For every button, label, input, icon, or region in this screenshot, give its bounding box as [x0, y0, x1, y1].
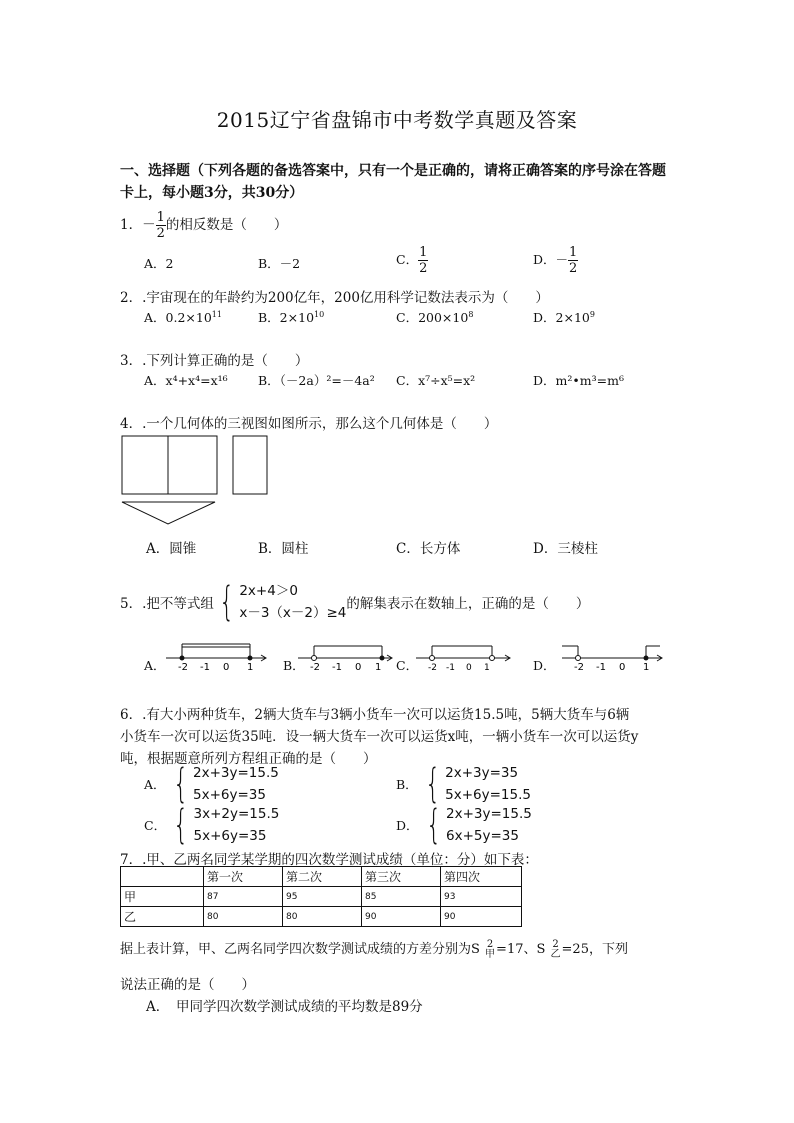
q6-a-eq1: 2x+3y=15.5 — [192, 765, 279, 781]
q5-d-dot-left — [576, 656, 581, 661]
q1-prefix: 1．－ — [120, 217, 156, 233]
table-cell: 90 — [362, 907, 441, 927]
q3-option-b: B．（－2a）²=－4a² — [258, 373, 375, 388]
q6-a-eq2: 5x+6y=35 — [192, 787, 266, 803]
q5-c-tick: -2 — [428, 663, 437, 672]
q7-s-jia-scripts — [485, 940, 495, 960]
q5-option-d-label: D． — [533, 658, 556, 673]
table-cell: 乙 — [121, 907, 204, 927]
q1-option-c-label: C． — [396, 252, 419, 267]
q5-b-tick: 0 — [355, 662, 362, 672]
q5-a-tick: 1 — [247, 662, 254, 672]
q5-a-tick: -2 — [178, 662, 188, 672]
table-cell: 80 — [283, 907, 362, 927]
table-header-row — [121, 867, 522, 887]
q5-option-b-label: B． — [283, 658, 305, 673]
q5-number-line-d — [560, 640, 666, 672]
q5-d-dot-right — [644, 656, 649, 661]
three-view-drawing — [118, 432, 278, 528]
q2-option-d — [533, 308, 595, 326]
q3-option-c: C．x⁷÷x⁵=x² — [396, 373, 476, 388]
q5-c-dot-left — [430, 656, 435, 661]
q1-suffix: 的相反数是（ ） — [165, 217, 288, 233]
q2-option-a-exp: 11 — [211, 310, 222, 319]
table-cell: 90 — [441, 907, 522, 927]
table-cell: 87 — [204, 887, 283, 907]
q5-b-dot-right — [380, 656, 385, 661]
q1-frac-num: 1 — [156, 210, 165, 225]
table-row — [121, 887, 522, 907]
q6-option-b-label: B． — [396, 777, 418, 792]
q5-number-line-a — [164, 640, 272, 672]
q1-option-c-den: 2 — [419, 261, 428, 276]
q6-option-a — [144, 762, 279, 806]
q6-c-eq2: 5x+6y=35 — [193, 828, 267, 844]
table-header-cell: 第一次 — [204, 867, 283, 887]
q5-suffix: 的解集表示在数轴上，正确的是（ ） — [346, 596, 590, 612]
question-4-stem: 4．.一个几何体的三视图如图所示，那么这个几何体是（ ） — [120, 416, 498, 432]
q7-s-yi-scripts — [551, 940, 561, 960]
q5-number-line-c — [414, 640, 514, 672]
q5-option-c-label: C． — [396, 658, 419, 673]
q7-variance-text-1: 据上表计算，甲、乙两名同学四次数学测试成绩的方差分别为S — [120, 942, 480, 957]
q1-option-c-num: 1 — [419, 245, 428, 260]
q6-b-brace: { — [424, 761, 441, 807]
q2-option-b-exp: 10 — [314, 310, 325, 319]
q2-option-d-base: D．2×10 — [533, 310, 590, 325]
q7-variance-text-2: =17、S — [496, 942, 546, 957]
q6-c-brace: { — [173, 802, 189, 848]
q1-option-b: B．－2 — [258, 256, 301, 271]
q7-s-jia-sup: 2 — [486, 938, 494, 950]
question-7-stem: 7．.甲、乙两名同学某学期的四次数学测试成绩（单位：分）如下表： — [120, 852, 538, 868]
q7-s-jia-sub: 甲 — [485, 948, 496, 960]
table-cell: 85 — [362, 887, 441, 907]
q7-option-a: A． 甲同学四次数学测试成绩的平均数是89分 — [146, 999, 423, 1015]
table-header-cell — [121, 867, 204, 887]
side-view — [233, 436, 267, 494]
q5-a-tick: -1 — [200, 662, 210, 672]
q5-a-tick: 0 — [223, 662, 230, 672]
q1-option-c — [396, 246, 428, 275]
q5-d-tick: 0 — [619, 662, 626, 672]
q5-d-tick: 1 — [643, 662, 650, 672]
table-cell: 93 — [441, 887, 522, 907]
q6-b-eq2: 5x+6y=15.5 — [445, 787, 531, 803]
q5-c-tick: 0 — [466, 663, 472, 672]
question-5-stem — [120, 580, 589, 624]
q6-option-d — [396, 803, 532, 847]
q4-option-a: A．圆锥 — [146, 541, 197, 557]
q5-option-a-label: A． — [144, 658, 166, 673]
q5-c-tick: 1 — [484, 663, 490, 672]
q4-option-d: D．三棱柱 — [533, 541, 598, 557]
q2-option-c-exp: 8 — [468, 310, 474, 319]
front-view — [122, 436, 217, 494]
question-6-line1: 6．.有大小两种货车，2辆大货车与3辆小货车一次可以运货15.5吨，5辆大货车与6辆 — [120, 707, 630, 723]
table-cell: 80 — [204, 907, 283, 927]
q2-option-d-exp: 9 — [589, 310, 595, 319]
q6-a-brace: { — [172, 761, 188, 807]
table-cell: 95 — [283, 887, 362, 907]
q5-d-tick: -1 — [596, 662, 606, 672]
q6-d-eq1: 2x+3y=15.5 — [445, 806, 532, 822]
q6-option-a-label: A． — [144, 777, 166, 792]
section-heading-line1: 一、选择题（下列各题的备选答案中，只有一个是正确的，请将正确答案的序号涂在答题 — [120, 163, 666, 179]
q6-option-c — [144, 803, 279, 847]
q5-b-dot-left — [312, 656, 317, 661]
q1-option-d-label: D．－ — [533, 252, 569, 267]
q1-option-d-den: 2 — [569, 261, 578, 276]
q3-option-a: A．x⁴+x⁴=x¹⁶ — [144, 373, 228, 388]
table-header-cell: 第四次 — [441, 867, 522, 887]
top-view — [122, 502, 215, 524]
question-2-stem: 2．.宇宙现在的年龄约为200亿年，200亿用科学记数法表示为（ ） — [120, 290, 549, 306]
q5-inequality-system — [214, 580, 347, 624]
q4-option-b: B．圆柱 — [258, 541, 309, 557]
q7-s-yi-sup: 2 — [552, 938, 559, 950]
q1-option-a: A．2 — [144, 256, 174, 271]
question-1-stem — [120, 211, 287, 240]
q5-a-dot-right — [248, 656, 253, 661]
q5-number-line-b — [296, 640, 396, 672]
section-heading-line2: 卡上，每小题3分，共30分） — [120, 185, 304, 201]
q5-c-tick: -1 — [446, 663, 455, 672]
q7-variance-line — [120, 938, 628, 960]
table-row — [121, 907, 522, 927]
question-6-line2: 小货车一次可以运货35吨．设一辆大货车一次可以运货x吨，一辆小货车一次可以运货y — [120, 729, 639, 745]
q1-fraction — [156, 211, 166, 240]
q7-question-line: 说法正确的是（ ） — [120, 977, 255, 993]
table-cell: 甲 — [121, 887, 204, 907]
q1-option-d-fraction — [568, 246, 578, 275]
q6-option-b — [396, 762, 531, 806]
question-3-stem: 3．.下列计算正确的是（ ） — [120, 353, 309, 369]
q5-prefix: 5．.把不等式组 — [120, 596, 214, 612]
q5-d-tick: -2 — [574, 662, 584, 672]
q2-option-a — [144, 308, 222, 326]
q2-option-a-base: A．0.2×10 — [144, 310, 212, 325]
q1-option-d-num: 1 — [569, 245, 578, 260]
q4-option-c: C．长方体 — [396, 541, 461, 557]
question-6-line3: 吨，根据题意所列方程组正确的是（ ） — [120, 751, 377, 767]
table-header-cell: 第二次 — [283, 867, 362, 887]
q5-inequality-1: 2x+4＞0 — [239, 583, 298, 599]
q1-option-d — [533, 246, 578, 275]
q7-s-yi-sub: 乙 — [550, 948, 561, 960]
q6-option-d-label: D． — [396, 818, 419, 833]
q5-b-tick: -1 — [332, 662, 342, 672]
q6-d-eq2: 6x+5y=35 — [445, 828, 519, 844]
q7-variance-text-3: =25，下列 — [561, 942, 628, 957]
q3-option-d: D．m²•m³=m⁶ — [533, 373, 624, 388]
q5-c-dot-right — [490, 656, 495, 661]
q6-d-brace: { — [425, 802, 441, 848]
q5-a-dot-left — [180, 656, 185, 661]
q6-option-c-label: C． — [144, 818, 167, 833]
q5-brace: { — [218, 579, 235, 625]
page-title: 2015辽宁省盘锦市中考数学真题及答案 — [216, 108, 578, 132]
q2-option-c-base: C．200×10 — [396, 310, 469, 325]
q5-b-tick: 1 — [375, 662, 382, 672]
q2-option-b — [258, 308, 324, 326]
q1-option-c-fraction — [418, 246, 428, 275]
table-header-cell: 第三次 — [362, 867, 441, 887]
q5-b-tick: -2 — [310, 662, 320, 672]
score-table — [120, 866, 522, 927]
q5-inequality-2: x－3（x－2）≥4 — [239, 605, 347, 621]
q2-option-b-base: B．2×10 — [258, 310, 315, 325]
q2-option-c — [396, 308, 473, 326]
q6-b-eq1: 2x+3y=35 — [445, 765, 519, 781]
q6-c-eq1: 3x+2y=15.5 — [193, 806, 280, 822]
q1-frac-den: 2 — [156, 226, 165, 241]
